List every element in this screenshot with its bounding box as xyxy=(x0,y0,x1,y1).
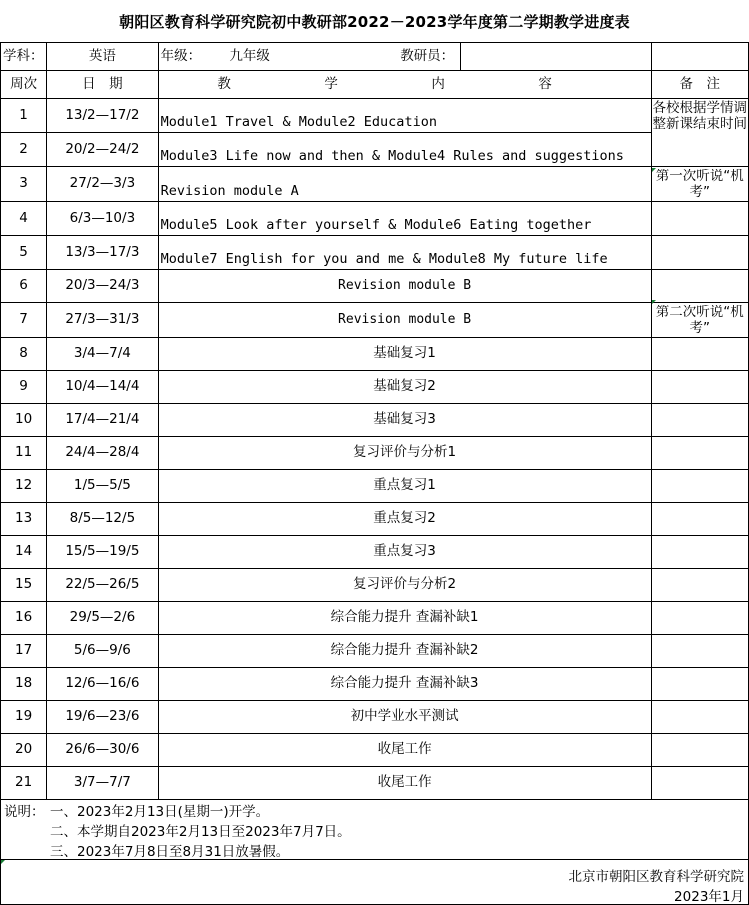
week-cell[interactable]: 7 xyxy=(1,303,47,338)
note-cell[interactable] xyxy=(651,270,748,303)
header-row xyxy=(1,71,749,99)
table-row xyxy=(1,437,749,470)
note-cell[interactable] xyxy=(651,202,748,236)
table-row xyxy=(1,569,749,602)
week-cell[interactable]: 6 xyxy=(1,270,47,303)
info-blank[interactable] xyxy=(651,43,748,71)
explanation-line-3: 三、2023年7月8日至8月31日放暑假。 xyxy=(50,844,290,860)
content-cell[interactable]: 收尾工作 xyxy=(158,767,651,800)
note-second-exam: 第二次听说“机考” xyxy=(655,305,744,335)
content-cell[interactable]: Revision module B xyxy=(158,270,651,303)
subject-label: 学科： xyxy=(1,43,47,71)
note-cell[interactable] xyxy=(651,503,748,536)
explanation-block[interactable] xyxy=(0,796,749,860)
footer-block[interactable] xyxy=(0,859,749,905)
note-cell[interactable] xyxy=(651,701,748,734)
table-row xyxy=(1,303,749,338)
date-cell[interactable]: 6/3—10/3 xyxy=(47,202,158,236)
note-cell[interactable] xyxy=(651,470,748,503)
week-cell[interactable]: 17 xyxy=(1,635,47,668)
subject-value[interactable]: 英语 xyxy=(47,43,158,71)
table-row xyxy=(1,99,749,133)
week-cell[interactable]: 2 xyxy=(1,133,47,167)
content-cell[interactable]: Module3 Life now and then & Module4 Rules and suggestions xyxy=(158,133,651,167)
week-cell[interactable]: 4 xyxy=(1,202,47,236)
content-cell[interactable]: 基础复习3 xyxy=(158,404,651,437)
table-row xyxy=(1,371,749,404)
table-row xyxy=(1,133,749,167)
grade-label: 年级： xyxy=(158,43,229,71)
week-cell[interactable]: 13 xyxy=(1,503,47,536)
date-cell[interactable]: 24/4—28/4 xyxy=(47,437,158,470)
grade-value-cell[interactable] xyxy=(229,43,460,71)
note-cell[interactable] xyxy=(651,635,748,668)
week-cell[interactable]: 12 xyxy=(1,470,47,503)
table-row xyxy=(1,734,749,767)
table-row xyxy=(1,404,749,437)
date-cell[interactable]: 10/4—14/4 xyxy=(47,371,158,404)
content-cell[interactable]: 基础复习1 xyxy=(158,338,651,371)
week-cell[interactable]: 14 xyxy=(1,536,47,569)
date-header: 日 期 xyxy=(47,71,158,99)
week-cell[interactable]: 10 xyxy=(1,404,47,437)
explanation-line-2: 二、本学期自2023年2月13日至2023年7月7日。 xyxy=(50,824,351,840)
note-cell-second-exam[interactable] xyxy=(651,303,748,338)
content-cell[interactable]: 综合能力提升 查漏补缺3 xyxy=(158,668,651,701)
note-cell[interactable] xyxy=(651,767,748,800)
week-cell[interactable]: 15 xyxy=(1,569,47,602)
table-row xyxy=(1,338,749,371)
note-cell[interactable] xyxy=(651,236,748,270)
schedule-table xyxy=(0,42,749,800)
week-cell[interactable]: 8 xyxy=(1,338,47,371)
date-cell[interactable]: 5/6—9/6 xyxy=(47,635,158,668)
week-cell[interactable]: 9 xyxy=(1,371,47,404)
week-cell[interactable]: 1 xyxy=(1,99,47,133)
footer-institution: 北京市朝阳区教育科学研究院 xyxy=(568,869,744,885)
content-cell[interactable]: Revision module A xyxy=(158,167,651,202)
week-header: 周次 xyxy=(1,71,47,99)
content-cell[interactable]: 重点复习2 xyxy=(158,503,651,536)
week-cell[interactable]: 18 xyxy=(1,668,47,701)
date-cell[interactable]: 15/5—19/5 xyxy=(47,536,158,569)
date-cell[interactable]: 17/4—21/4 xyxy=(47,404,158,437)
date-cell[interactable]: 26/6—30/6 xyxy=(47,734,158,767)
note-cell-first-exam[interactable] xyxy=(651,167,748,202)
date-cell[interactable]: 1/5—5/5 xyxy=(47,470,158,503)
date-cell[interactable]: 29/5—2/6 xyxy=(47,602,158,635)
content-cell[interactable]: Module7 English for you and me & Module8 My future life xyxy=(158,236,651,270)
grade-value: 九年级 xyxy=(229,47,270,64)
content-cell[interactable]: 收尾工作 xyxy=(158,734,651,767)
week-cell[interactable]: 20 xyxy=(1,734,47,767)
table-row xyxy=(1,270,749,303)
date-cell[interactable]: 13/3—17/3 xyxy=(47,236,158,270)
content-cell[interactable]: Module1 Travel & Module2 Education xyxy=(158,99,651,133)
content-cell[interactable]: 重点复习3 xyxy=(158,536,651,569)
note-cell[interactable] xyxy=(651,371,748,404)
content-header: 教 学 内 容 xyxy=(158,71,651,99)
date-cell[interactable]: 27/2—3/3 xyxy=(47,167,158,202)
content-cell[interactable]: Module5 Look after yourself & Module6 Eating together xyxy=(158,202,651,236)
content-cell[interactable]: 综合能力提升 查漏补缺2 xyxy=(158,635,651,668)
table-row xyxy=(1,668,749,701)
table-row xyxy=(1,202,749,236)
note-cell-adjust[interactable]: 各校根据学情调整新课结束时间 xyxy=(651,99,748,167)
date-cell[interactable]: 12/6—16/6 xyxy=(47,668,158,701)
content-cell[interactable]: 基础复习2 xyxy=(158,371,651,404)
researcher-value[interactable] xyxy=(460,43,651,71)
note-first-exam: 第一次听说“机考” xyxy=(655,169,744,199)
note-header: 备 注 xyxy=(651,71,748,99)
content-cell[interactable]: 复习评价与分析2 xyxy=(158,569,651,602)
comment-marker-icon xyxy=(652,300,656,304)
date-cell[interactable]: 20/2—24/2 xyxy=(47,133,158,167)
table-row xyxy=(1,470,749,503)
note-cell[interactable] xyxy=(651,536,748,569)
table-row xyxy=(1,602,749,635)
date-cell[interactable]: 27/3—31/3 xyxy=(47,303,158,338)
week-cell[interactable]: 19 xyxy=(1,701,47,734)
footer-date: 2023年1月 xyxy=(674,889,744,905)
note-cell[interactable] xyxy=(651,404,748,437)
note-cell[interactable] xyxy=(651,734,748,767)
note-cell[interactable] xyxy=(651,602,748,635)
content-cell[interactable]: 复习评价与分析1 xyxy=(158,437,651,470)
content-cell[interactable]: 综合能力提升 查漏补缺1 xyxy=(158,602,651,635)
table-row xyxy=(1,236,749,270)
note-cell[interactable] xyxy=(651,338,748,371)
table-row xyxy=(1,701,749,734)
table-row xyxy=(1,635,749,668)
week-cell[interactable]: 11 xyxy=(1,437,47,470)
comment-marker-icon xyxy=(1,860,5,864)
table-row xyxy=(1,536,749,569)
week-cell[interactable]: 16 xyxy=(1,602,47,635)
explanation-line-1: 一、2023年2月13日(星期一)开学。 xyxy=(50,804,270,820)
content-cell[interactable]: Revision module B xyxy=(158,303,651,338)
week-cell[interactable]: 5 xyxy=(1,236,47,270)
week-cell[interactable]: 3 xyxy=(1,167,47,202)
week-cell[interactable]: 21 xyxy=(1,767,47,800)
date-cell[interactable]: 22/5—26/5 xyxy=(47,569,158,602)
date-cell[interactable]: 3/7—7/7 xyxy=(47,767,158,800)
date-cell[interactable]: 3/4—7/4 xyxy=(47,338,158,371)
table-row xyxy=(1,503,749,536)
date-cell[interactable]: 13/2—17/2 xyxy=(47,99,158,133)
date-cell[interactable]: 19/6—23/6 xyxy=(47,701,158,734)
note-cell[interactable] xyxy=(651,668,748,701)
content-cell[interactable]: 初中学业水平测试 xyxy=(158,701,651,734)
date-cell[interactable]: 20/3—24/3 xyxy=(47,270,158,303)
note-cell[interactable] xyxy=(651,569,748,602)
content-cell[interactable]: 重点复习1 xyxy=(158,470,651,503)
explanation-label: 说明： xyxy=(4,804,45,820)
researcher-label: 教研员： xyxy=(400,47,455,64)
info-row xyxy=(1,43,749,71)
note-cell[interactable] xyxy=(651,437,748,470)
page-title: 朝阳区教育科学研究院初中教研部2022－2023学年度第二学期教学进度表 xyxy=(119,12,630,31)
comment-marker-icon xyxy=(652,168,656,172)
table-row xyxy=(1,167,749,202)
date-cell[interactable]: 8/5—12/5 xyxy=(47,503,158,536)
table-row xyxy=(1,767,749,800)
